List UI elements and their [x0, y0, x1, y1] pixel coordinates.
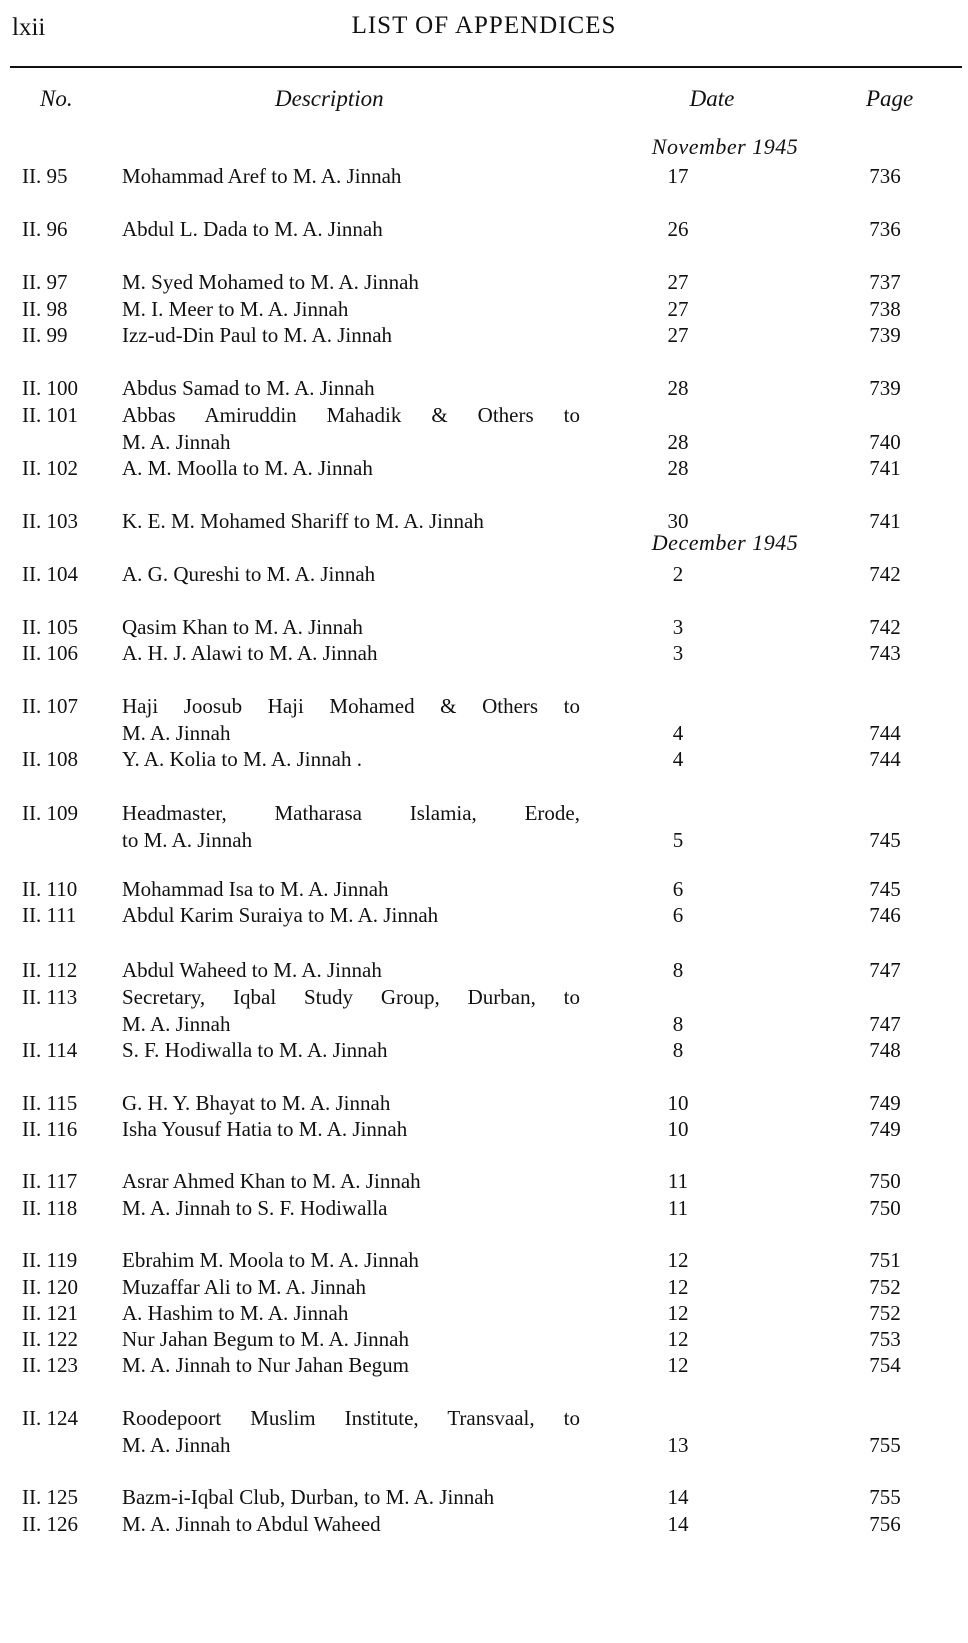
list-item-continuation — [0, 720, 968, 747]
list-item — [0, 1116, 968, 1143]
appendix-page: 751 — [869, 1248, 901, 1272]
appendix-date: 12 — [667, 1248, 689, 1272]
appendix-date: 27 — [667, 297, 689, 321]
appendix-description: M. Syed Mohamed to M. A. Jinnah — [122, 270, 419, 294]
appendix-number: II. 106 — [22, 641, 78, 665]
list-item-continuation — [0, 827, 968, 854]
list-item — [0, 322, 968, 349]
list-item — [0, 746, 968, 773]
appendix-date: 6 — [672, 877, 684, 901]
appendix-description: Qasim Khan to M. A. Jinnah — [122, 615, 363, 639]
appendix-number: II. 116 — [22, 1117, 78, 1141]
appendix-page: 750 — [869, 1169, 901, 1193]
appendix-page: 742 — [869, 562, 901, 586]
list-item — [0, 800, 968, 827]
appendix-page: 736 — [869, 164, 901, 188]
appendix-number: II. 99 — [22, 323, 68, 347]
appendix-page: 737 — [869, 270, 901, 294]
appendix-number: II. 111 — [22, 903, 77, 927]
appendix-description-continued: to M. A. Jinnah — [122, 828, 253, 852]
appendix-page: 746 — [869, 903, 901, 927]
header-rule — [10, 66, 962, 68]
list-item — [0, 1484, 968, 1511]
appendix-date: 27 — [667, 323, 689, 347]
list-item — [0, 902, 968, 929]
appendix-description: Ebrahim M. Moola to M. A. Jinnah — [122, 1248, 419, 1272]
appendix-date: 17 — [667, 164, 689, 188]
list-item — [0, 957, 968, 984]
appendix-date: 27 — [667, 270, 689, 294]
appendix-description: Mohammad Aref to M. A. Jinnah — [122, 164, 402, 188]
appendix-description: M. I. Meer to M. A. Jinnah — [122, 297, 349, 321]
appendix-date: 10 — [667, 1091, 689, 1115]
appendix-page: 752 — [869, 1275, 901, 1299]
list-item — [0, 1090, 968, 1117]
appendix-number: II. 113 — [22, 985, 78, 1009]
appendix-description: Abdul L. Dada to M. A. Jinnah — [122, 217, 383, 241]
appendix-date: 6 — [672, 903, 684, 927]
appendix-description: Isha Yousuf Hatia to M. A. Jinnah — [122, 1117, 408, 1141]
appendix-date: 3 — [672, 641, 684, 665]
appendix-description: Abdul Karim Suraiya to M. A. Jinnah — [122, 903, 439, 927]
list-item-continuation — [0, 429, 968, 456]
appendix-number: II. 102 — [22, 456, 78, 480]
appendix-description: Muzaffar Ali to M. A. Jinnah — [122, 1275, 367, 1299]
appendix-date: 8 — [672, 1038, 684, 1062]
appendix-description: A. M. Moolla to M. A. Jinnah — [122, 456, 373, 480]
appendix-page: 741 — [869, 456, 901, 480]
appendix-page: 739 — [869, 376, 901, 400]
appendix-date: 10 — [667, 1117, 689, 1141]
appendix-description: G. H. Y. Bhayat to M. A. Jinnah — [122, 1091, 391, 1115]
list-item — [0, 614, 968, 641]
appendix-description: K. E. M. Mohamed Shariff to M. A. Jinnah — [122, 509, 484, 533]
appendix-description: M. A. Jinnah to S. F. Hodiwalla — [122, 1196, 388, 1220]
appendix-page: 755 — [869, 1485, 901, 1509]
list-item — [0, 1274, 968, 1301]
column-header-date: Date — [689, 86, 735, 111]
appendix-date: 12 — [667, 1353, 689, 1377]
appendix-page: 750 — [869, 1196, 901, 1220]
list-item — [0, 402, 968, 429]
appendix-description-continued: M. A. Jinnah — [122, 721, 231, 745]
appendix-page: 736 — [869, 217, 901, 241]
appendix-date: 12 — [667, 1275, 689, 1299]
appendix-number: II. 124 — [22, 1406, 78, 1430]
appendix-number: II. 125 — [22, 1485, 78, 1509]
appendix-date: 14 — [667, 1485, 689, 1509]
appendix-description-continued: M. A. Jinnah — [122, 1012, 231, 1036]
appendix-description: Y. A. Kolia to M. A. Jinnah . — [122, 747, 362, 771]
list-item — [0, 561, 968, 588]
appendix-description: M. A. Jinnah to Abdul Waheed — [122, 1512, 381, 1536]
appendix-number: II. 126 — [22, 1512, 78, 1536]
appendix-number: II. 104 — [22, 562, 78, 586]
list-item — [0, 1247, 968, 1274]
appendix-description: Mohammad Isa to M. A. Jinnah — [122, 877, 389, 901]
appendix-page: 749 — [869, 1117, 901, 1141]
appendix-date: 11 — [667, 1169, 689, 1193]
list-item — [0, 508, 968, 535]
appendix-number: II. 98 — [22, 297, 68, 321]
appendix-number: II. 100 — [22, 376, 78, 400]
appendix-page: 744 — [869, 747, 901, 771]
list-item — [0, 1037, 968, 1064]
appendix-description: Headmaster, Matharasa Islamia, Erode, — [122, 801, 580, 825]
appendix-number: II. 108 — [22, 747, 78, 771]
appendix-date: 26 — [667, 217, 689, 241]
appendix-date: 11 — [667, 1196, 689, 1220]
appendix-page: 752 — [869, 1301, 901, 1325]
appendix-date: 28 — [667, 430, 689, 454]
appendix-number: II. 119 — [22, 1248, 78, 1272]
appendix-date: 28 — [667, 376, 689, 400]
list-item — [0, 1352, 968, 1379]
appendix-number: II. 101 — [22, 403, 78, 427]
month-heading: December 1945 — [651, 530, 799, 555]
appendix-page: 755 — [869, 1433, 901, 1457]
list-item — [0, 1300, 968, 1327]
appendix-page: 747 — [869, 958, 901, 982]
appendix-number: II. 96 — [22, 217, 68, 241]
appendix-description: Roodepoort Muslim Institute, Transvaal, to — [122, 1406, 580, 1430]
appendix-date: 8 — [672, 1012, 684, 1036]
appendix-number: II. 123 — [22, 1353, 78, 1377]
appendix-description: Secretary, Iqbal Study Group, Durban, to — [122, 985, 580, 1009]
appendix-date: 13 — [667, 1433, 689, 1457]
list-item — [0, 269, 968, 296]
appendix-description: S. F. Hodiwalla to M. A. Jinnah — [122, 1038, 388, 1062]
appendix-number: II. 105 — [22, 615, 78, 639]
appendix-description: A. Hashim to M. A. Jinnah — [122, 1301, 349, 1325]
column-header-description: Description — [275, 86, 384, 111]
appendix-number: II. 118 — [22, 1196, 78, 1220]
appendix-date: 4 — [672, 747, 684, 771]
appendix-description: Bazm-i-Iqbal Club, Durban, to M. A. Jinnah — [122, 1485, 495, 1509]
appendix-page: 756 — [869, 1512, 901, 1536]
appendix-page: 747 — [869, 1012, 901, 1036]
list-item-continuation — [0, 1432, 968, 1459]
appendix-date: 5 — [672, 828, 684, 852]
appendix-date: 3 — [672, 615, 684, 639]
appendix-number: II. 120 — [22, 1275, 78, 1299]
list-item — [0, 876, 968, 903]
appendix-description: Asrar Ahmed Khan to M. A. Jinnah — [122, 1169, 421, 1193]
appendix-page: 753 — [869, 1327, 901, 1351]
appendix-page: 741 — [869, 509, 901, 533]
appendix-date: 4 — [672, 721, 684, 745]
appendix-number: II. 121 — [22, 1301, 78, 1325]
appendix-number: II. 115 — [22, 1091, 78, 1115]
appendix-description: Abbas Amiruddin Mahadik & Others to — [122, 403, 580, 427]
appendix-number: II. 112 — [22, 958, 78, 982]
appendix-number: II. 114 — [22, 1038, 78, 1062]
appendix-number: II. 95 — [22, 164, 68, 188]
appendix-number: II. 117 — [22, 1169, 78, 1193]
list-item — [0, 375, 968, 402]
appendix-page: 745 — [869, 828, 901, 852]
appendix-description: Abdul Waheed to M. A. Jinnah — [122, 958, 382, 982]
appendix-description: A. H. J. Alawi to M. A. Jinnah — [122, 641, 378, 665]
appendix-description: Haji Joosub Haji Mohamed & Others to — [122, 694, 580, 718]
appendix-date: 12 — [667, 1301, 689, 1325]
appendix-page: 749 — [869, 1091, 901, 1115]
month-heading: November 1945 — [651, 134, 799, 159]
column-header-page: Page — [866, 86, 914, 111]
appendix-page: 745 — [869, 877, 901, 901]
list-item — [0, 296, 968, 323]
appendix-description: A. G. Qureshi to M. A. Jinnah — [122, 562, 376, 586]
appendix-date: 12 — [667, 1327, 689, 1351]
appendix-description: Izz-ud-Din Paul to M. A. Jinnah — [122, 323, 393, 347]
appendix-description: Abdus Samad to M. A. Jinnah — [122, 376, 375, 400]
appendix-date: 28 — [667, 456, 689, 480]
appendix-page: 748 — [869, 1038, 901, 1062]
list-item-continuation — [0, 1011, 968, 1038]
appendix-page: 740 — [869, 430, 901, 454]
appendix-date: 30 — [667, 509, 689, 533]
list-item — [0, 455, 968, 482]
list-item — [0, 163, 968, 190]
column-header-no: No. — [40, 86, 73, 111]
appendix-page: 743 — [869, 641, 901, 665]
appendix-date: 8 — [672, 958, 684, 982]
list-item — [0, 1195, 968, 1222]
page-number: lxii — [12, 14, 46, 41]
list-item — [0, 693, 968, 720]
list-item — [0, 216, 968, 243]
appendix-number: II. 110 — [22, 877, 78, 901]
list-item — [0, 1405, 968, 1432]
appendix-description-continued: M. A. Jinnah — [122, 430, 231, 454]
appendix-page: 744 — [869, 721, 901, 745]
list-item — [0, 1168, 968, 1195]
list-item — [0, 640, 968, 667]
appendix-description: Nur Jahan Begum to M. A. Jinnah — [122, 1327, 409, 1351]
appendix-page: 738 — [869, 297, 901, 321]
page-title: LIST OF APPENDICES — [351, 12, 617, 39]
appendix-page: 742 — [869, 615, 901, 639]
appendix-date: 2 — [672, 562, 684, 586]
appendix-number: II. 103 — [22, 509, 78, 533]
appendix-number: II. 107 — [22, 694, 78, 718]
appendix-page: 739 — [869, 323, 901, 347]
appendix-page: 754 — [869, 1353, 901, 1377]
appendix-number: II. 97 — [22, 270, 68, 294]
appendix-date: 14 — [667, 1512, 689, 1536]
list-item — [0, 1511, 968, 1538]
appendix-number: II. 122 — [22, 1327, 78, 1351]
list-item — [0, 1326, 968, 1353]
appendix-description: M. A. Jinnah to Nur Jahan Begum — [122, 1353, 409, 1377]
appendix-number: II. 109 — [22, 801, 78, 825]
appendix-description-continued: M. A. Jinnah — [122, 1433, 231, 1457]
list-item — [0, 984, 968, 1011]
